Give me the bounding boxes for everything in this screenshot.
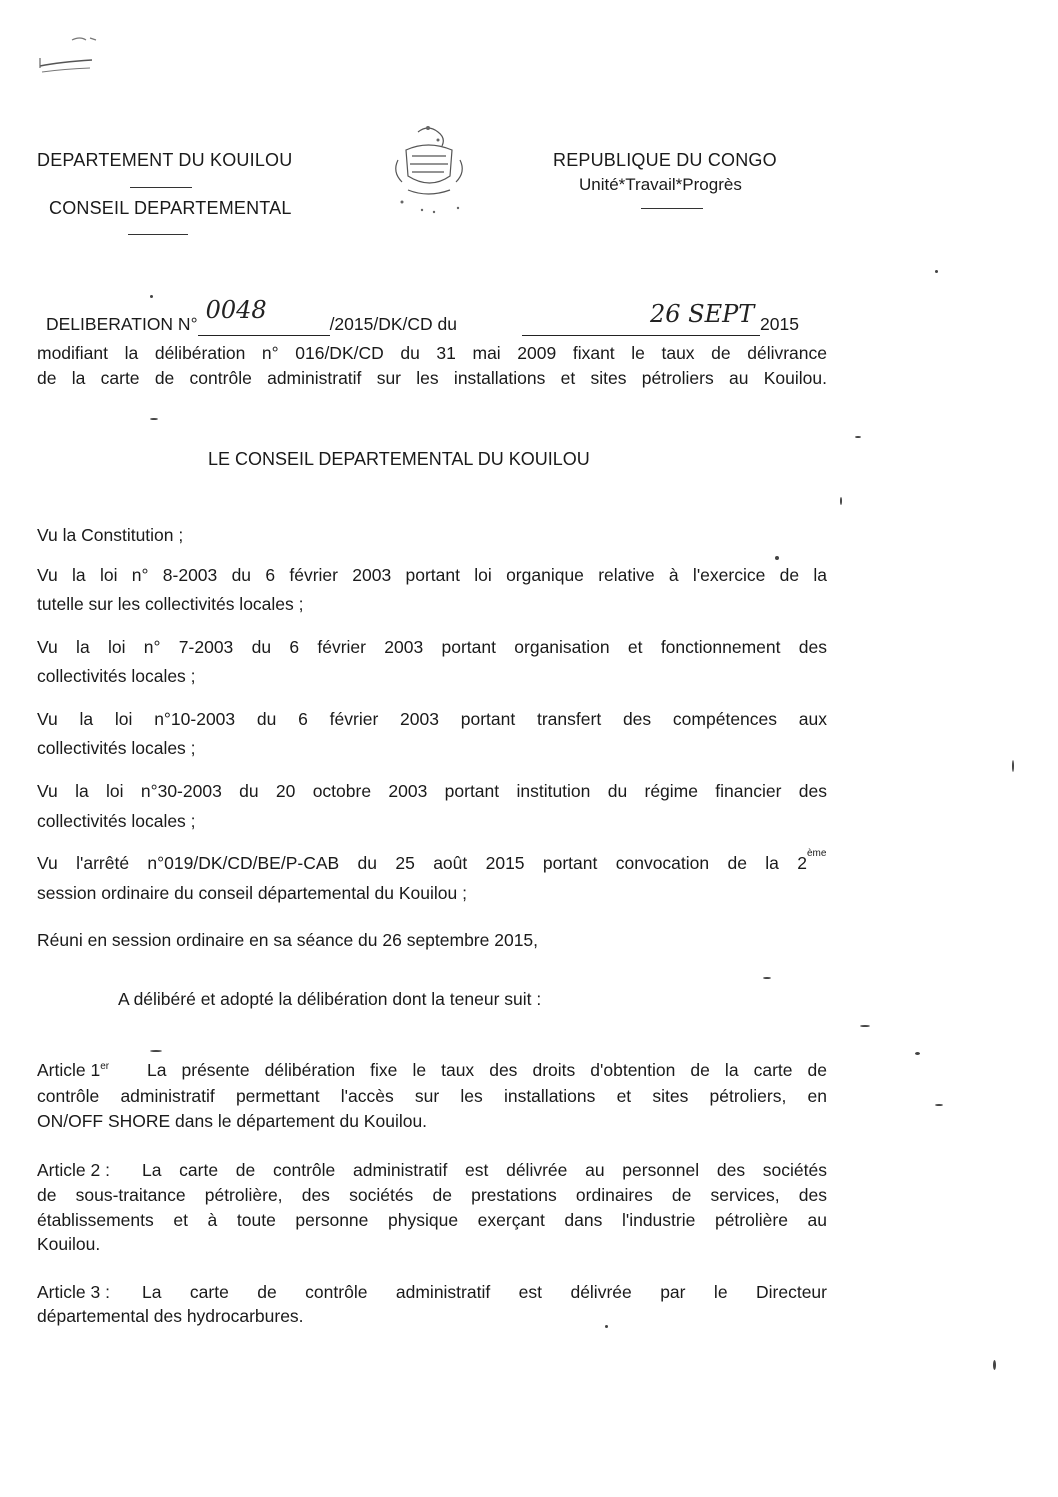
article-1-text: La présente délibération fixe le taux des droits d'obtention de la carte de (147, 1060, 827, 1080)
session-line: Réuni en session ordinaire en sa séance du 26 septembre 2015, (37, 930, 539, 950)
scan-scribble-mark (30, 30, 110, 80)
header-divider-left-2 (128, 234, 188, 235)
deliberation-reference: /2015/DK/CD du (329, 314, 457, 334)
scan-speck (150, 418, 158, 420)
deliberation-date-field (522, 300, 760, 336)
article-2-text: La carte de contrôle administratif est délivrée au personnel des sociétés (142, 1160, 827, 1180)
visa-5-superscript: ème (807, 848, 827, 860)
national-motto: Unité*Travail*Progrès (579, 175, 742, 194)
visa-4-line-2: collectivités locales ; (37, 811, 196, 831)
article-1-line-1 (37, 1060, 827, 1081)
scan-speck (935, 1104, 943, 1106)
article-2-line-3: établissements et à toute personne physique exerçant dans l'industrie pétrolière au (37, 1210, 827, 1230)
visa-4-line-1: Vu la loi n°30-2003 du 20 octobre 2003 portant institution du régime financier des (37, 781, 827, 801)
article-2-line-4: Kouilou. (37, 1234, 101, 1254)
article-3-line-2: départemental des hydrocarbures. (37, 1306, 304, 1326)
visa-2-line-1: Vu la loi n° 7-2003 du 6 février 2003 portant organisation et fonctionnement des (37, 637, 827, 657)
scan-speck (855, 436, 861, 438)
article-3-line-1 (37, 1282, 827, 1303)
scan-speck (935, 270, 938, 273)
header-divider-right (641, 208, 703, 209)
visa-2-line-2: collectivités locales ; (37, 666, 196, 686)
scan-speck (915, 1052, 920, 1055)
visa-5-text: Vu l'arrêté n°019/DK/CD/BE/P-CAB du 25 août 2015 portant convocation de la 2 (37, 853, 807, 873)
deliberation-label: DELIBERATION N° (46, 314, 198, 334)
deliberation-title-line (46, 296, 457, 336)
council-title: LE CONSEIL DEPARTEMENTAL DU KOUILOU (208, 449, 590, 469)
article-2-line-1 (37, 1160, 827, 1181)
visa-3-line-1: Vu la loi n°10-2003 du 6 février 2003 portant transfert des compétences aux (37, 709, 827, 729)
article-3-text: La carte de contrôle administratif est délivrée par le Directeur (142, 1282, 827, 1302)
visa-5-line-1 (37, 848, 827, 874)
scan-speck (775, 556, 779, 560)
scan-speck (763, 977, 771, 979)
republic-name: REPUBLIQUE DU CONGO (553, 150, 777, 170)
visa-constitution: Vu la Constitution ; (37, 525, 184, 545)
deliberation-date-handwritten: 26 SEPT (650, 300, 755, 328)
scan-speck (150, 295, 153, 298)
deliberation-number-handwritten: 0048 (205, 296, 267, 324)
visa-1-line-2: tutelle sur les collectivités locales ; (37, 594, 304, 614)
deliberation-year: 2015 (760, 314, 799, 334)
article-1-line-2: contrôle administratif permettant l'accès sur les installations et sites pétroliers, en (37, 1086, 827, 1106)
deliberation-subject-line-2: de la carte de contrôle administratif sur les installations et sites pétroliers au Kouilou. (37, 368, 827, 388)
header-divider-left-1 (130, 187, 192, 188)
department-name: DEPARTEMENT DU KOUILOU (37, 150, 293, 170)
visa-3-line-2: collectivités locales ; (37, 738, 196, 758)
deliberation-subject-line-1: modifiant la délibération n° 016/DK/CD du 31 mai 2009 fixant le taux de délivrance (37, 343, 827, 363)
article-1-label: Article 1er (37, 1060, 110, 1080)
scan-speck (150, 1050, 162, 1052)
article-1-line-3: ON/OFF SHORE dans le département du Kouilou. (37, 1111, 428, 1131)
adopted-line: A délibéré et adopté la délibération dont la teneur suit : (118, 989, 542, 1009)
scan-speck (993, 1360, 996, 1370)
coat-of-arms-emblem (388, 120, 470, 220)
article-3-label: Article 3 : (37, 1282, 110, 1302)
scan-speck (860, 1025, 870, 1027)
deliberation-date-line (522, 300, 799, 336)
visa-5-line-2: session ordinaire du conseil départemental du Kouilou ; (37, 883, 467, 903)
council-name: CONSEIL DEPARTEMENTAL (49, 198, 292, 218)
scan-speck (840, 497, 842, 505)
deliberation-number-field (198, 296, 330, 336)
article-2-label: Article 2 : (37, 1160, 110, 1180)
scan-speck (605, 1325, 608, 1328)
visa-1-line-1: Vu la loi n° 8-2003 du 6 février 2003 portant loi organique relative à l'exercice de la (37, 565, 827, 585)
scan-speck (1012, 760, 1014, 772)
article-2-line-2: de sous-traitance pétrolière, des sociétés de prestations ordinaires de services, des (37, 1185, 827, 1205)
